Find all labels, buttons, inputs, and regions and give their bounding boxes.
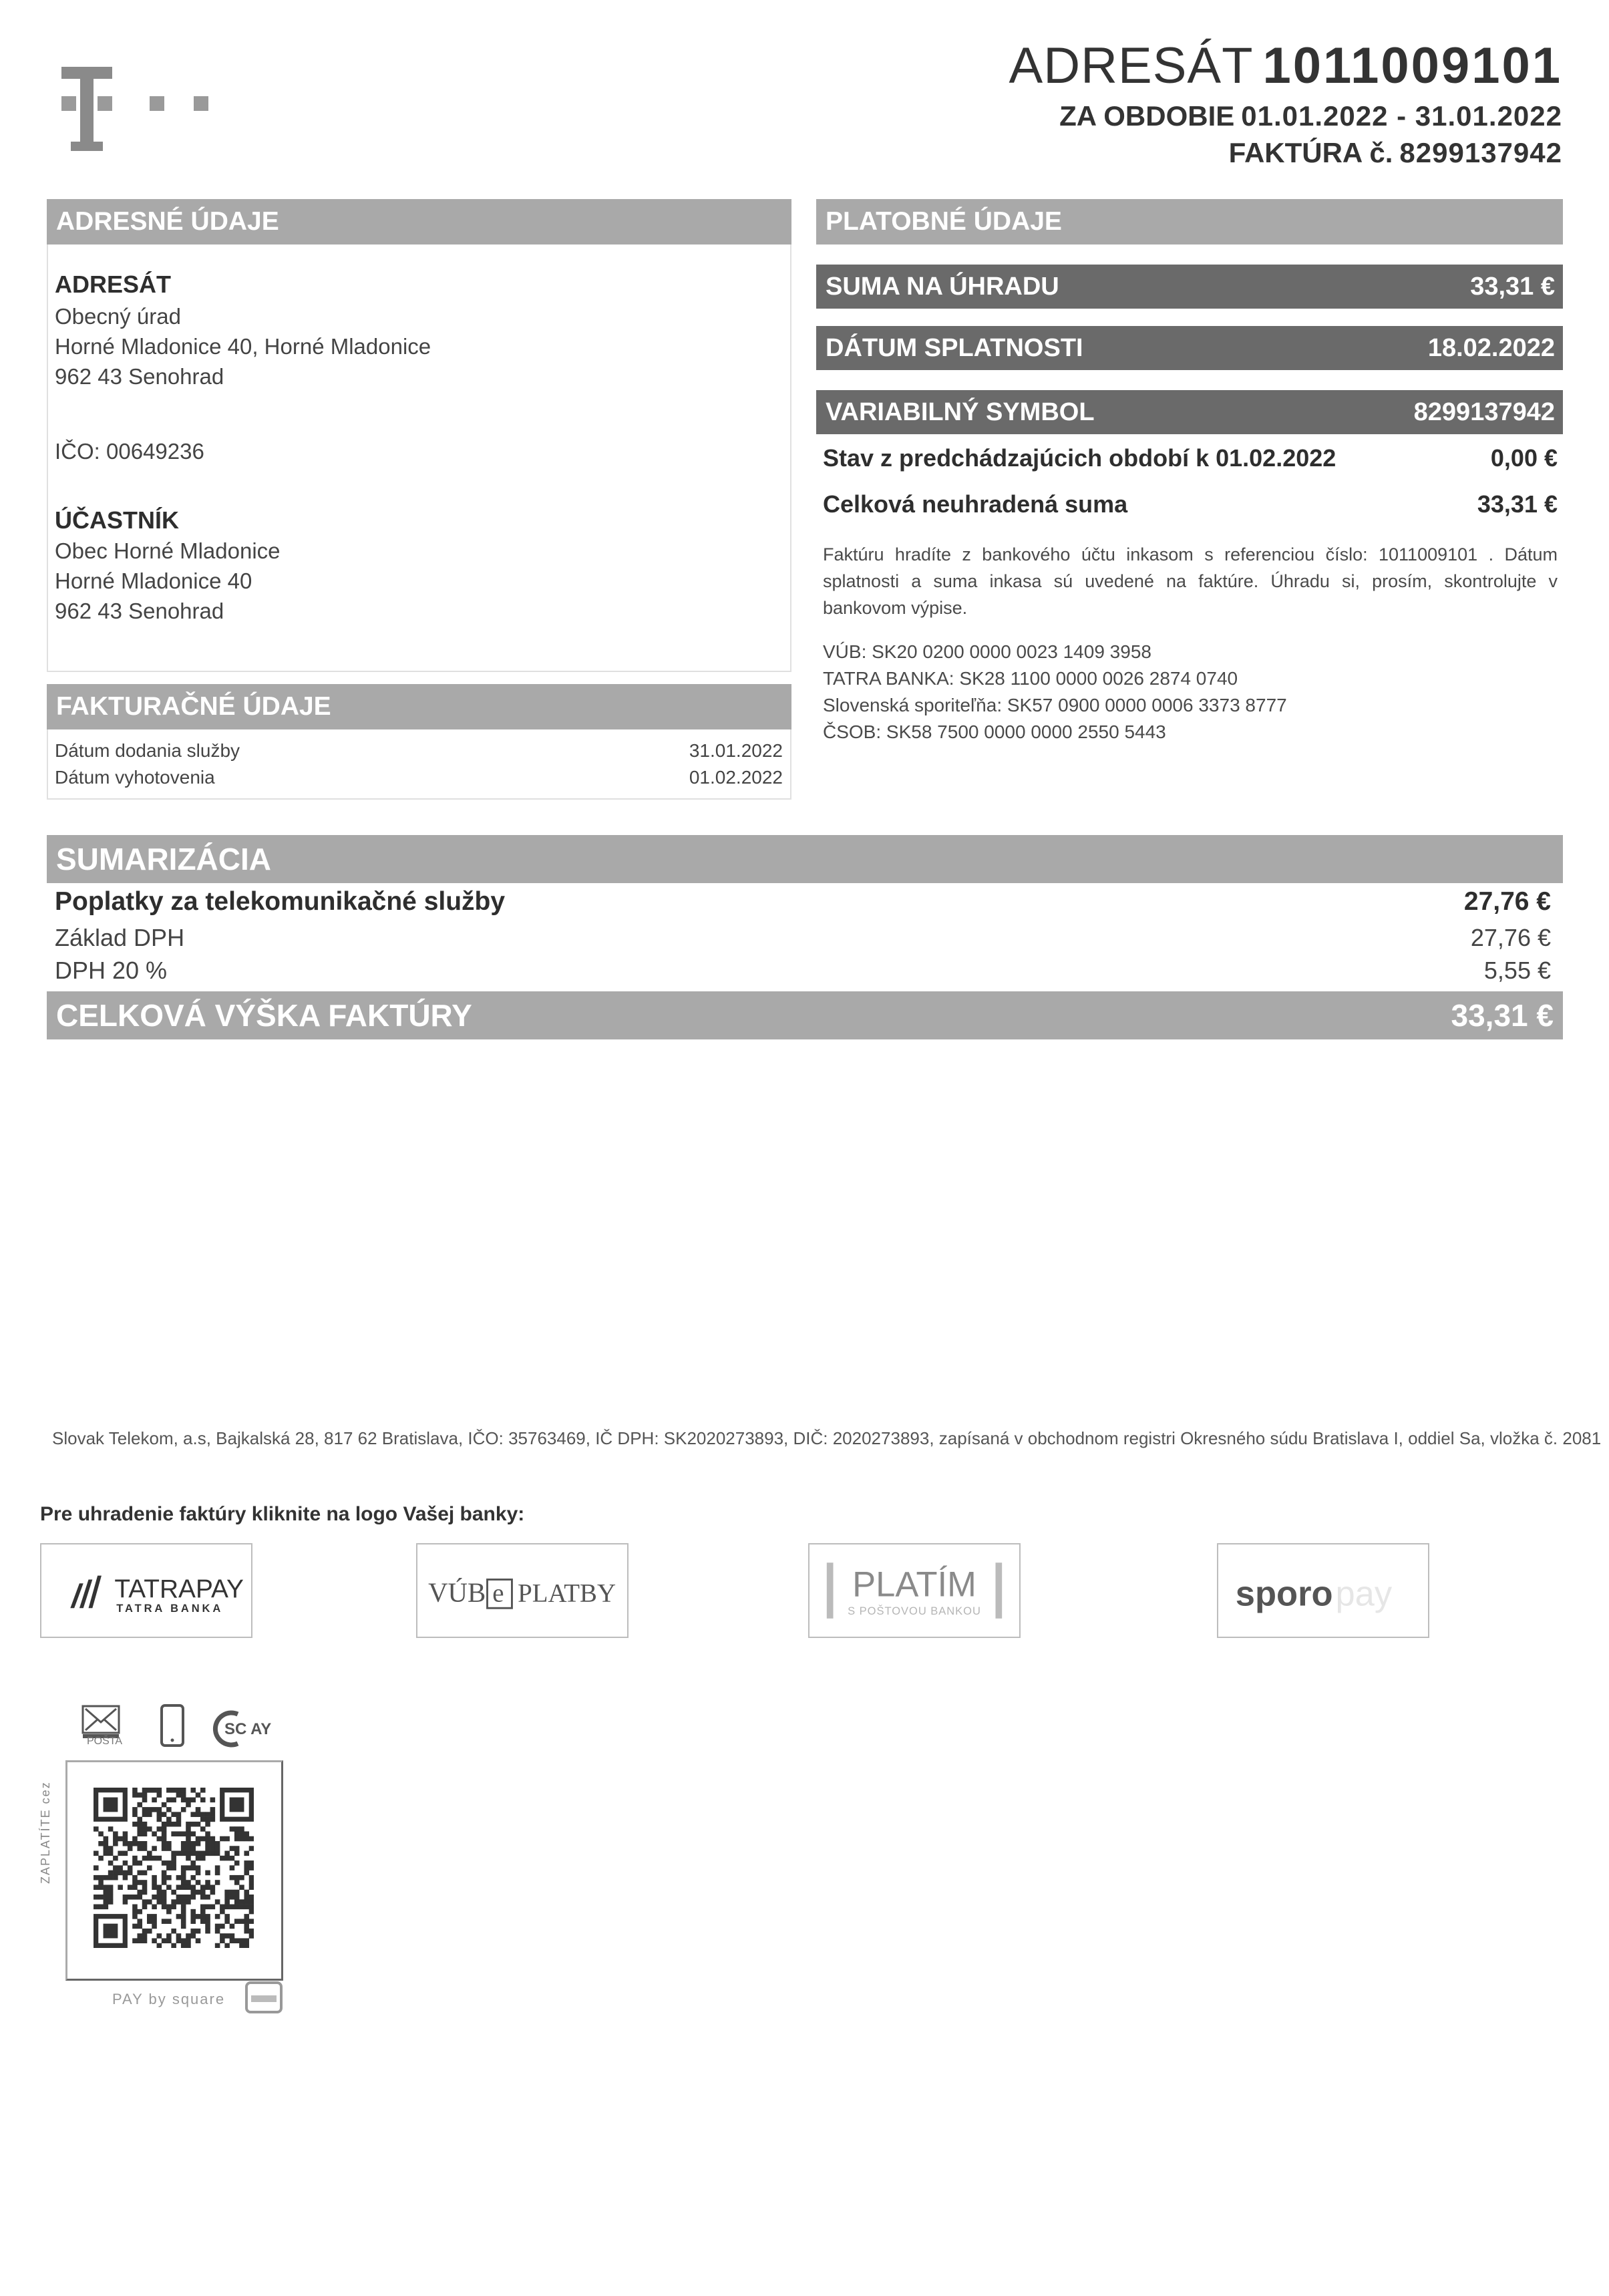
bank-account-line: VÚB: SK20 0200 0000 0023 1409 3958 [823, 641, 1151, 662]
billing-row [55, 767, 783, 788]
platim-sub: S POŠTOVOU BANKOU [848, 1604, 981, 1617]
billing-row [55, 740, 783, 762]
pay-by-square-label: PAY by square [112, 1991, 226, 2007]
ucastnik-line: 962 43 Senohrad [55, 599, 224, 623]
ucastnik-heading: ÚČASTNÍK [55, 506, 179, 534]
address-section-header: ADRESNÉ ÚDAJE [47, 199, 791, 244]
summary-row [55, 924, 1551, 952]
platim-text: PLATÍM [852, 1565, 976, 1605]
billing-row-label: Dátum dodania služby [55, 740, 240, 761]
adresat-line: Horné Mladonice 40, Horné Mladonice [55, 334, 431, 359]
billing-section-header: FAKTURAČNÉ ÚDAJE [47, 684, 791, 729]
amount-due-bar [816, 265, 1563, 309]
variable-symbol-value: 8299137942 [1413, 398, 1555, 426]
card-icon [244, 1981, 283, 2014]
scan-pay-label: SC AY [224, 1720, 272, 1738]
payment-section-header: PLATOBNÉ ÚDAJE [816, 199, 1563, 244]
sporo-text: sporo [1235, 1575, 1333, 1614]
billing-row-label: Dátum vyhotovenia [55, 767, 215, 788]
vub-e: e [492, 1579, 504, 1608]
invoice-total-label: CELKOVÁ VÝŠKA FAKTÚRY [56, 998, 472, 1033]
variable-symbol-bar [816, 390, 1563, 434]
summary-row-value: 27,76 € [1470, 924, 1551, 951]
adresat-heading: ADRESÁT [55, 271, 172, 298]
summary-row-label: Základ DPH [55, 924, 185, 951]
summary-row-label: DPH 20 % [55, 957, 168, 984]
summary-row-value: 27,76 € [1463, 887, 1551, 916]
zaplatite-label: ZAPLATÍTE cez [39, 1781, 52, 1884]
adresat-line: Obecný úrad [55, 304, 181, 329]
unpaid-total-row [823, 490, 1558, 518]
mobile-phone-icon [158, 1703, 187, 1749]
platim-button[interactable] [808, 1543, 1021, 1638]
sporopay-logo-icon [1218, 1544, 1428, 1637]
ucastnik-line: Obec Horné Mladonice [55, 538, 281, 563]
tatrapay-logo-icon [41, 1544, 251, 1637]
billing-row-value: 01.02.2022 [689, 767, 783, 788]
ucastnik-line: Horné Mladonice 40 [55, 568, 252, 593]
summary-section-header: SUMARIZÁCIA [47, 835, 1563, 883]
qr-code-icon[interactable] [94, 1788, 254, 1948]
summary-row [55, 957, 1551, 985]
period-line [1059, 100, 1562, 132]
previous-balance-row [823, 444, 1558, 472]
invoice-label: FAKTÚRA č. [1228, 137, 1393, 168]
unpaid-total-label: Celková neuhradená suma [823, 490, 1128, 518]
company-info: Slovak Telekom, a.s, Bajkalská 28, 817 62 Bratislava, IČO: 35763469, IČ DPH: SK2020273893, DIČ: 2020273893, zapísaná v obchodnom registri Okresného súdu Bratislava I, oddiel Sa, vložka č. 2081 [52, 1428, 1602, 1448]
invoice-number: 8299137942 [1399, 137, 1562, 168]
adresat-label: ADRESÁT [1009, 37, 1254, 94]
payment-note: Faktúru hradíte z bankového účtu inkasom s referenciou číslo: 1011009101 . Dátum splatnosti a suma inkasa sú uvedené na faktúre. Úhradu si, prosím, skontrolujte v bankovom výpise. [823, 544, 1558, 618]
adresat-line: 962 43 Senohrad [55, 364, 224, 389]
vub-right: PLATBY [518, 1579, 616, 1608]
summary-row-label: Poplatky za telekomunikačné služby [55, 887, 506, 916]
sporo-pay-text: pay [1335, 1575, 1393, 1614]
adresat-number-heading [1009, 37, 1562, 95]
vub-eplatby-button[interactable] [416, 1543, 629, 1638]
period-value: 01.01.2022 - 31.01.2022 [1241, 100, 1562, 132]
telekom-logo-icon [61, 67, 222, 154]
vub-logo-icon [417, 1544, 627, 1637]
summary-row [55, 887, 1551, 917]
unpaid-total-value: 33,31 € [1477, 490, 1558, 518]
variable-symbol-label: VARIABILNÝ SYMBOL [826, 398, 1095, 426]
invoice-total-value: 33,31 € [1451, 998, 1554, 1033]
invoice-total-bar [47, 991, 1563, 1039]
sporopay-button[interactable] [1217, 1543, 1429, 1638]
tatrapay-sub: TATRA BANKA [116, 1602, 224, 1615]
posta-label: POŠTA [87, 1736, 123, 1747]
tatrapay-name: TATRAPAY [114, 1575, 244, 1604]
vub-left: VÚB [428, 1577, 486, 1608]
billing-row-value: 31.01.2022 [689, 740, 783, 761]
ico-value: IČO: 00649236 [55, 439, 204, 464]
period-label: ZA OBDOBIE [1059, 100, 1235, 132]
amount-due-value: 33,31 € [1470, 273, 1555, 301]
due-date-label: DÁTUM SPLATNOSTI [826, 334, 1083, 362]
bank-account-line: TATRA BANKA: SK28 1100 0000 0026 2874 0740 [823, 668, 1238, 689]
amount-due-label: SUMA NA ÚHRADU [826, 273, 1059, 301]
adresat-number: 1011009101 [1262, 37, 1562, 94]
bank-account-line: ČSOB: SK58 7500 0000 0000 2550 5443 [823, 721, 1166, 742]
tatrapay-button[interactable] [40, 1543, 252, 1638]
platim-logo-icon [810, 1544, 1019, 1637]
previous-balance-label: Stav z predchádzajúcich období k 01.02.2022 [823, 444, 1336, 472]
invoice-number-line [1229, 137, 1562, 169]
pay-caption: Pre uhradenie faktúry kliknite na logo Vašej banky: [40, 1503, 525, 1525]
previous-balance-value: 0,00 € [1490, 444, 1558, 472]
due-date-bar [816, 326, 1563, 370]
bank-account-line: Slovenská sporiteľňa: SK57 0900 0000 0006 3373 8777 [823, 695, 1287, 715]
due-date-value: 18.02.2022 [1427, 334, 1555, 362]
summary-row-value: 5,55 € [1483, 957, 1551, 984]
